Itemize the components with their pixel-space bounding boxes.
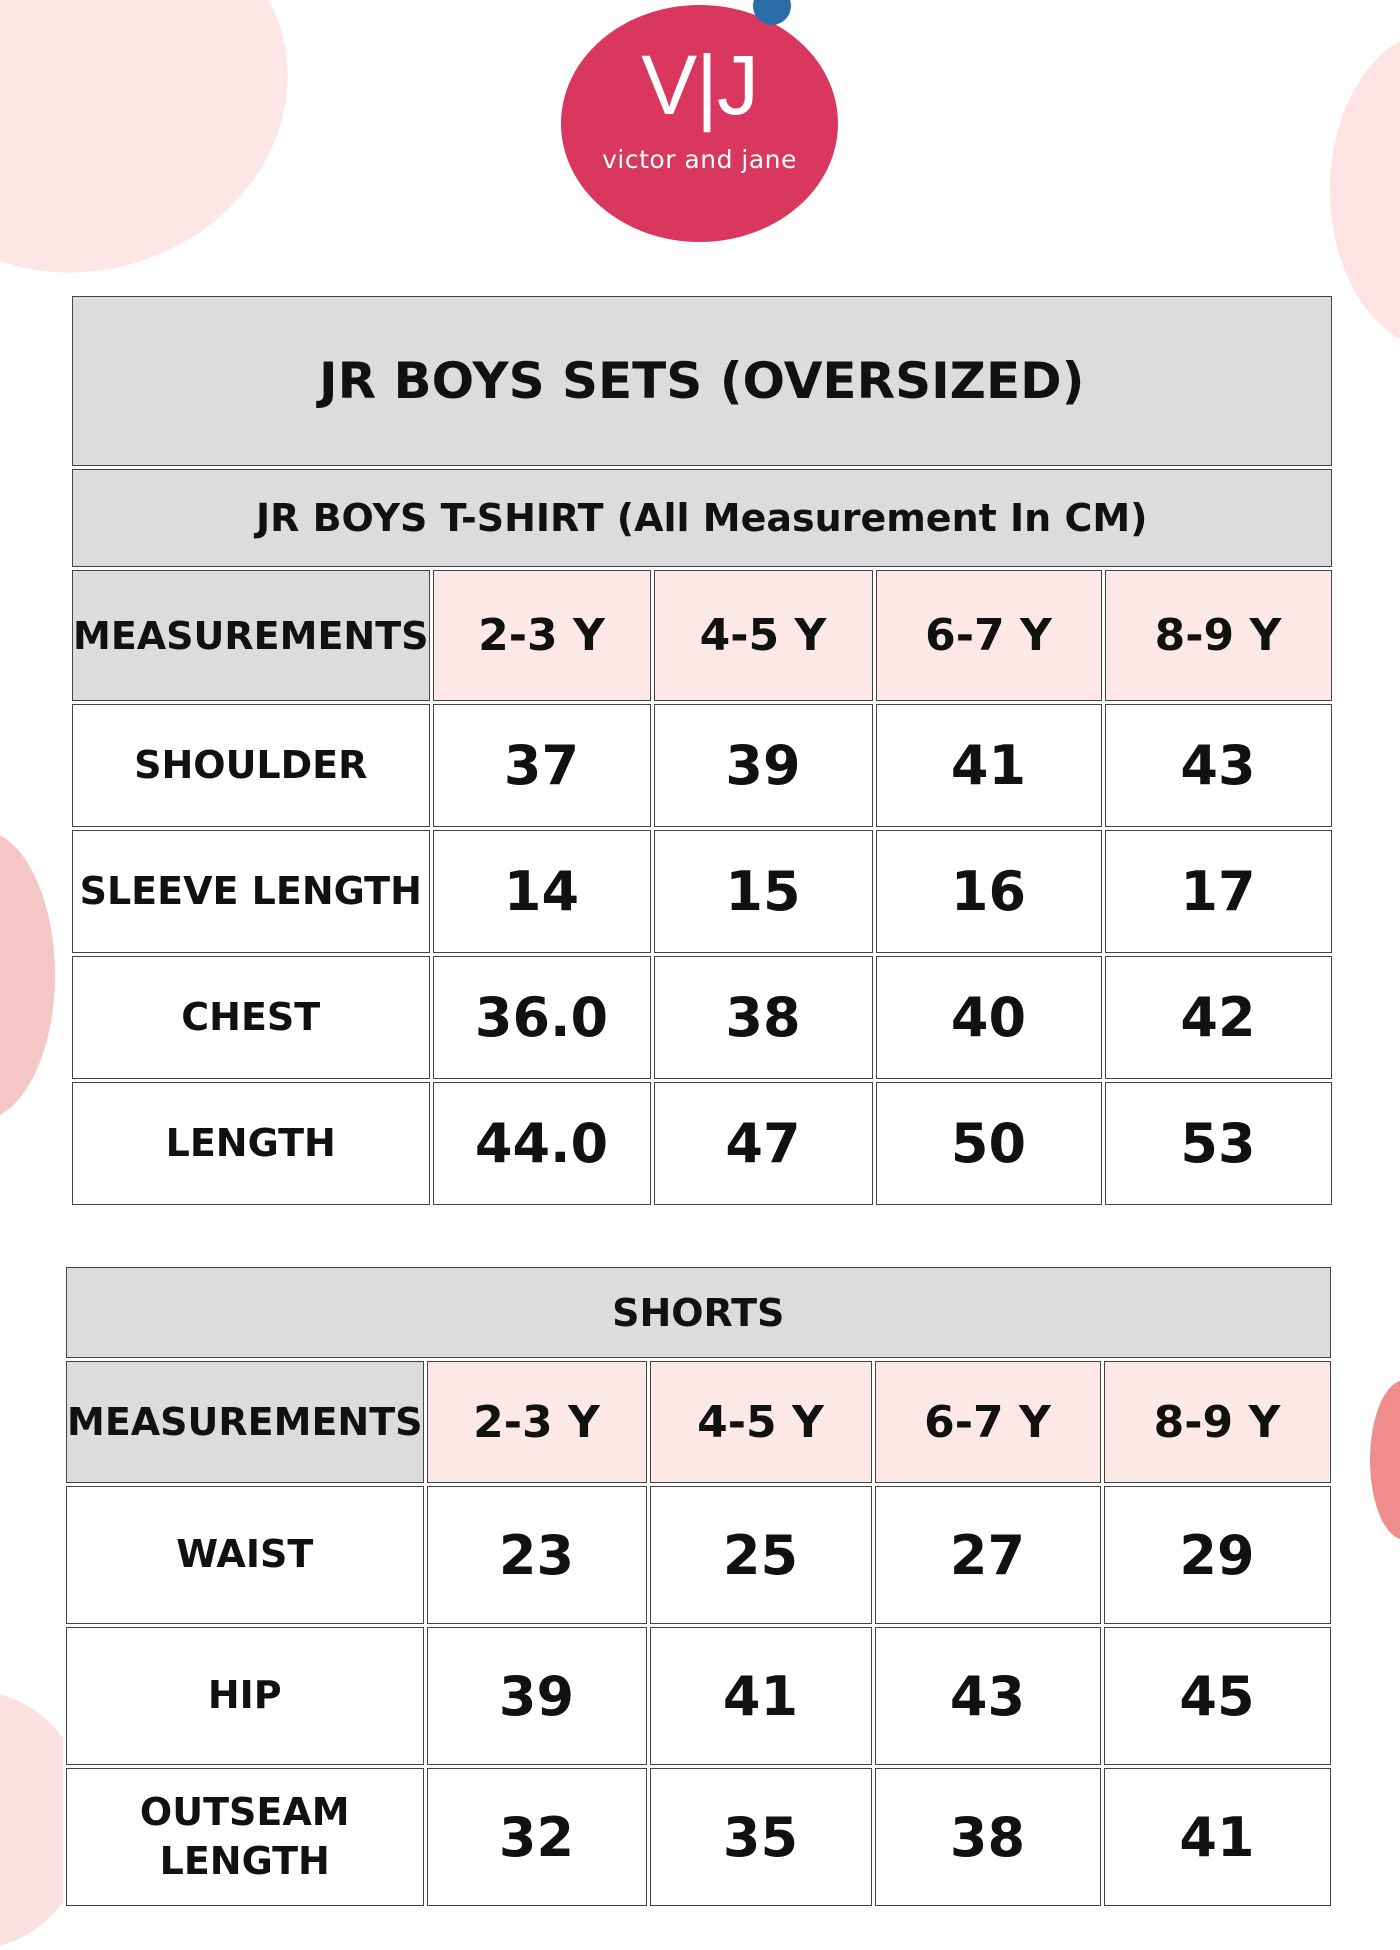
decorative-blob-top-left [0, 0, 336, 325]
table-row [72, 1082, 1332, 1205]
shorts-size-table [63, 1264, 1334, 1909]
size-header: 4-5 Y [650, 1361, 872, 1483]
measurement-value: 45 [1104, 1627, 1331, 1765]
logo-dot [753, 0, 791, 25]
measurement-value: 41 [876, 704, 1102, 827]
table-row [66, 1486, 1331, 1624]
measurements-header: MEASUREMENTS [72, 570, 430, 701]
measurement-value: 29 [1104, 1486, 1331, 1624]
brand-name: victor and jane [602, 145, 797, 174]
table-row [66, 1627, 1331, 1765]
size-header: 8-9 Y [1104, 1361, 1331, 1483]
measurement-value: 40 [876, 956, 1102, 1079]
measurement-value: 17 [1105, 830, 1332, 953]
row-label-hip: HIP [66, 1627, 424, 1765]
measurement-value: 32 [427, 1768, 647, 1906]
measurement-value: 36.0 [433, 956, 651, 1079]
measurement-value: 27 [875, 1486, 1101, 1624]
row-label-waist: WAIST [66, 1486, 424, 1624]
measurement-value: 41 [650, 1627, 872, 1765]
shorts-table-title: SHORTS [66, 1267, 1331, 1358]
size-header: 8-9 Y [1105, 570, 1332, 701]
measurement-value: 42 [1105, 956, 1332, 1079]
brand-monogram: V|J [641, 38, 758, 132]
table-row [72, 956, 1332, 1079]
row-label-sleeve-length: SLEEVE LENGTH [72, 830, 430, 953]
tshirt-size-table [69, 293, 1335, 1208]
brand-logo [561, 5, 838, 242]
measurements-header: MEASUREMENTS [66, 1361, 424, 1483]
size-header: 6-7 Y [876, 570, 1102, 701]
measurement-value: 39 [427, 1627, 647, 1765]
measurement-value: 47 [654, 1082, 873, 1205]
size-header: 2-3 Y [427, 1361, 647, 1483]
measurement-value: 44.0 [433, 1082, 651, 1205]
measurement-value: 14 [433, 830, 651, 953]
table-row [66, 1768, 1331, 1906]
size-header: 4-5 Y [654, 570, 873, 701]
decorative-blob-top-right [1330, 30, 1400, 350]
row-label-length: LENGTH [72, 1082, 430, 1205]
measurement-value: 35 [650, 1768, 872, 1906]
row-label-chest: CHEST [72, 956, 430, 1079]
decorative-blob-left [0, 830, 55, 1120]
table-row [72, 830, 1332, 953]
measurement-value: 38 [875, 1768, 1101, 1906]
measurement-value: 15 [654, 830, 873, 953]
tshirt-table-subtitle: JR BOYS T-SHIRT (All Measurement In CM) [72, 469, 1332, 567]
measurement-value: 37 [433, 704, 651, 827]
measurement-value: 43 [875, 1627, 1101, 1765]
row-label-outseam-length: OUTSEAM LENGTH [66, 1768, 424, 1906]
table-row [72, 704, 1332, 827]
chart-title: JR BOYS SETS (OVERSIZED) [72, 296, 1332, 466]
decorative-blob-right [1370, 1380, 1400, 1540]
measurement-value: 23 [427, 1486, 647, 1624]
measurement-value: 41 [1104, 1768, 1331, 1906]
measurement-value: 38 [654, 956, 873, 1079]
size-header: 2-3 Y [433, 570, 651, 701]
measurement-value: 53 [1105, 1082, 1332, 1205]
measurement-value: 25 [650, 1486, 872, 1624]
row-label-shoulder: SHOULDER [72, 704, 430, 827]
measurement-value: 43 [1105, 704, 1332, 827]
size-header: 6-7 Y [875, 1361, 1101, 1483]
measurement-value: 50 [876, 1082, 1102, 1205]
measurement-value: 39 [654, 704, 873, 827]
measurement-value: 16 [876, 830, 1102, 953]
